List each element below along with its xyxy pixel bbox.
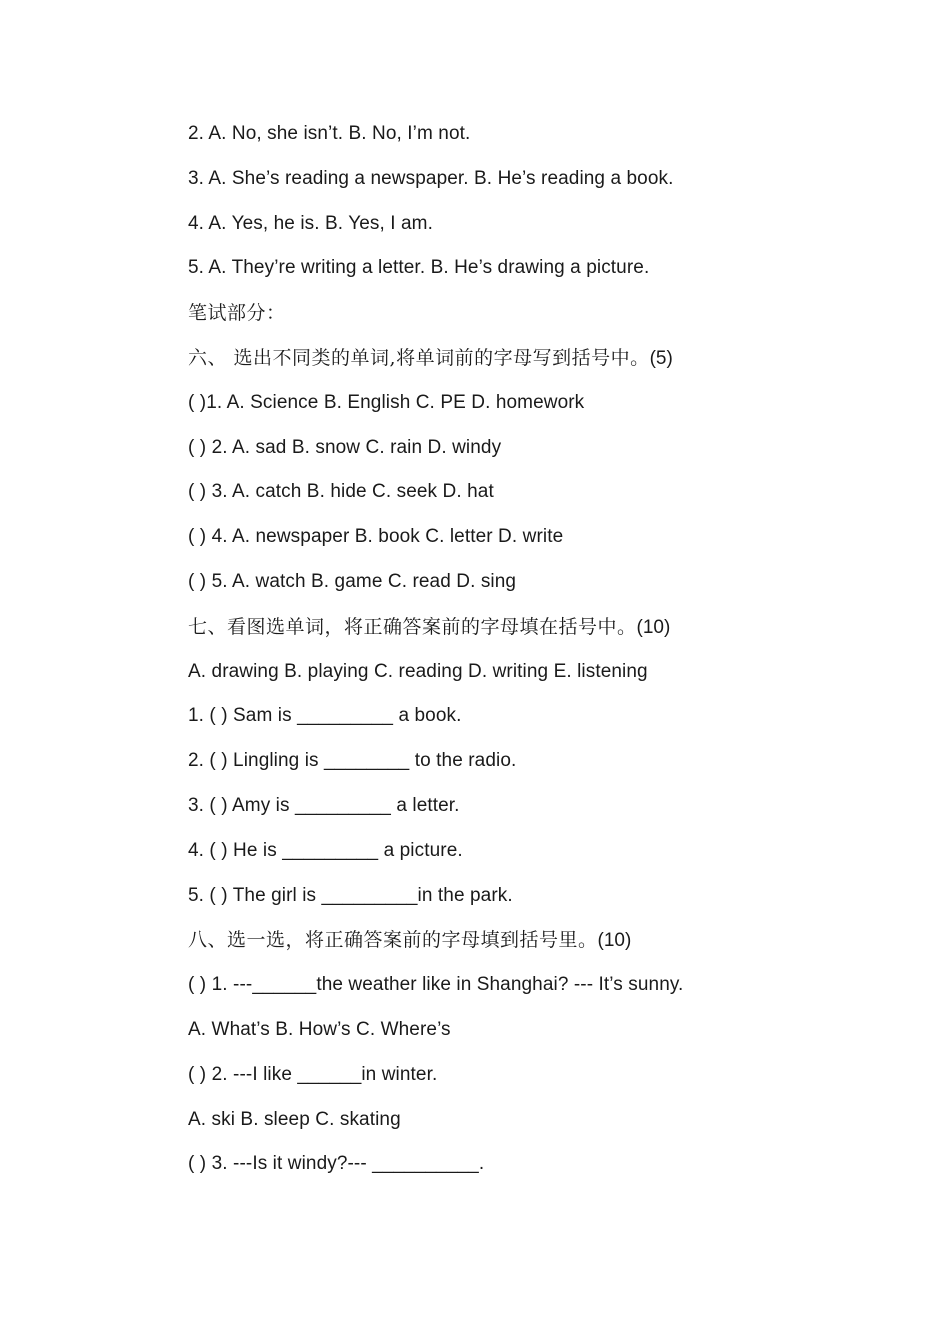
- section-6-heading: [188, 342, 888, 387]
- section-8-options-2: A. ski B. sleep C. skating: [188, 1108, 401, 1130]
- section-6-item-5: ( ) 5. A. watch B. game C. read D. sing: [188, 570, 517, 592]
- section-8-options-1: A. What’s B. How’s C. Where’s: [188, 1018, 451, 1040]
- section-6-heading-text: 六、 选出不同类的单词,将单词前的字母写到括号中。: [188, 346, 650, 369]
- section-8-question-2: ( ) 2. ---I like ______in winter.: [188, 1063, 438, 1085]
- section-6-item-2: ( ) 2. A. sad B. snow C. rain D. windy: [188, 436, 502, 458]
- listening-answer-4: 4. A. Yes, he is. B. Yes, I am.: [188, 212, 433, 234]
- section-6-score: (5): [649, 347, 673, 369]
- section-7-item-3: 3. ( ) Amy is _________ a letter.: [188, 794, 460, 816]
- section-7-item-1: 1. ( ) Sam is _________ a book.: [188, 705, 462, 727]
- section-6-item-1: ( )1. A. Science B. English C. PE D. homework: [188, 391, 585, 413]
- section-7-heading: [188, 611, 888, 656]
- listening-answer-3: 3. A. She’s reading a newspaper. B. He’s reading a book.: [188, 167, 674, 189]
- listening-answer-5: 5. A. They’re writing a letter. B. He’s drawing a picture.: [188, 257, 650, 279]
- section-8-score: (10): [597, 930, 632, 952]
- section-6-item-4: ( ) 4. A. newspaper B. book C. letter D. write: [188, 526, 564, 548]
- section-7-options: A. drawing B. playing C. reading D. writing E. listening: [188, 660, 648, 682]
- section-7-score: (10): [636, 616, 671, 638]
- document-page: [188, 118, 888, 1193]
- section-7-item-4: 4. ( ) He is _________ a picture.: [188, 839, 463, 861]
- section-8-heading: [188, 924, 888, 969]
- section-7-item-2: 2. ( ) Lingling is ________ to the radio.: [188, 750, 517, 772]
- listening-answer-2: 2. A. No, she isn’t. B. No, I’m not.: [188, 123, 471, 144]
- section-8-heading-text: 八、选一选，将正确答案前的字母填到括号里。: [188, 929, 598, 952]
- section-7-heading-text: 七、看图选单词，将正确答案前的字母填在括号中。: [188, 615, 637, 638]
- written-part-heading: 笔试部分：: [188, 302, 286, 325]
- section-8-question-1: ( ) 1. ---______the weather like in Shanghai? --- It’s sunny.: [188, 974, 684, 996]
- section-6-item-3: ( ) 3. A. catch B. hide C. seek D. hat: [188, 481, 494, 503]
- section-8-question-3: ( ) 3. ---Is it windy?--- __________.: [188, 1153, 485, 1175]
- section-7-item-5: 5. ( ) The girl is _________in the park.: [188, 884, 513, 906]
